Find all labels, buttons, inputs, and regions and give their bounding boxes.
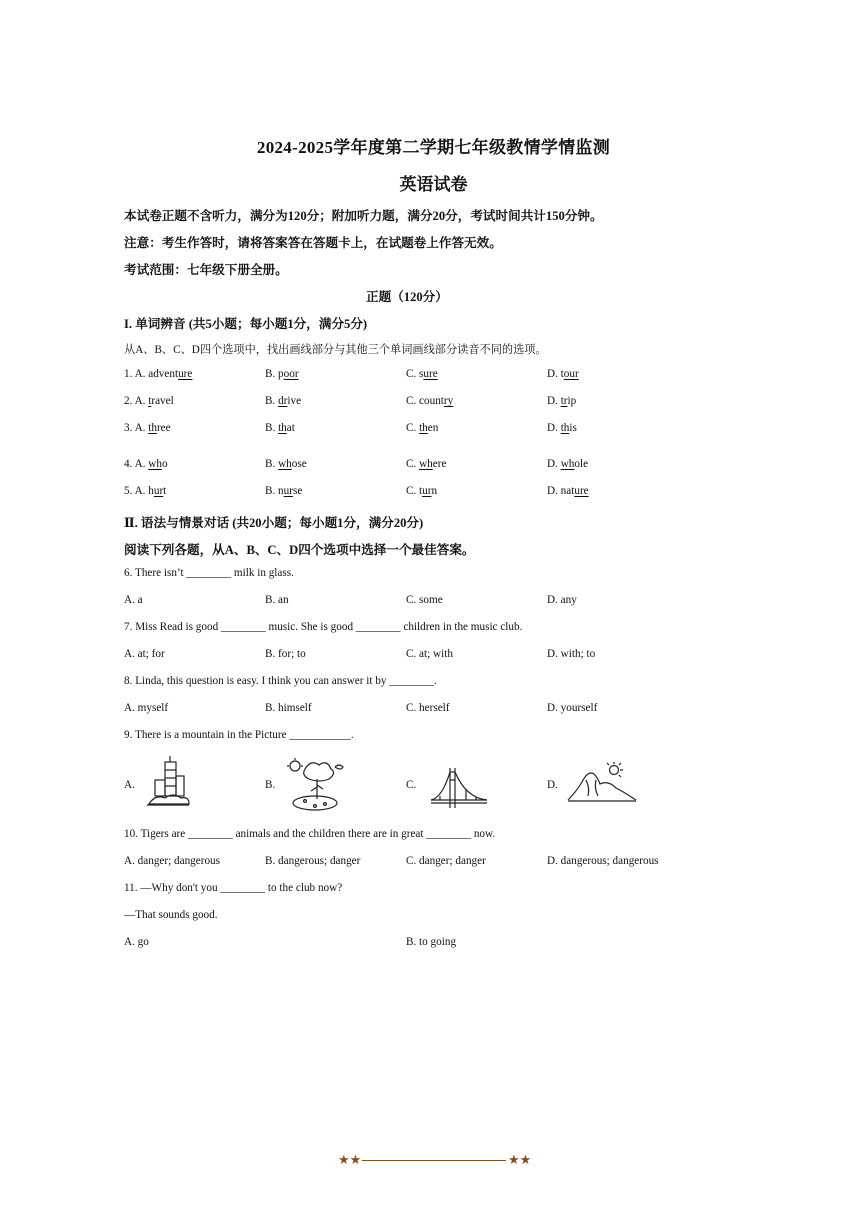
footer-left-stars: ★★ <box>338 1152 362 1167</box>
underlined-letters: tr <box>560 395 568 407</box>
option-text: 3. A. <box>124 422 149 434</box>
underlined-letters: ure <box>178 368 193 380</box>
option-b: B. <box>265 779 276 791</box>
option-text: 1. A. advent <box>124 368 179 380</box>
phonetics-option-b <box>265 485 302 497</box>
option-b: B. dangerous; danger <box>265 855 361 867</box>
underlined-letters: th <box>148 422 157 434</box>
phonetics-option-b <box>265 368 299 380</box>
phonetics-option-c <box>406 458 446 470</box>
option-text: at <box>286 422 295 434</box>
dialogue-reply: —That sounds good. <box>124 909 218 921</box>
option-text: B. <box>265 422 279 434</box>
option-d: D. dangerous; dangerous <box>547 855 659 867</box>
option-text: 5. A. h <box>124 485 154 497</box>
phonetics-option-a <box>124 395 174 407</box>
option-a: A. a <box>124 594 143 606</box>
question-stem: 8. Linda, this question is easy. I think you can answer it by ________. <box>124 675 437 687</box>
phonetics-option-d <box>547 485 589 497</box>
question-stem: 9. There is a mountain in the Picture ___________. <box>124 729 354 741</box>
underlined-letters: wh <box>560 458 575 470</box>
option-c: C. at; with <box>406 648 453 660</box>
phonetics-option-b <box>265 458 307 470</box>
section2-direction: 阅读下列各题，从A、B、C、D四个选项中选择一个最佳答案。 <box>124 543 475 557</box>
option-a: A. go <box>124 936 149 948</box>
option-b: B. an <box>265 594 289 606</box>
option-text: 4. A. <box>124 458 149 470</box>
section1-heading: I. 单词辨音 (共5小题；每小题1分，满分5分) <box>124 317 368 331</box>
phonetics-option-d <box>547 458 588 470</box>
option-text: C. s <box>406 368 424 380</box>
option-text: C. <box>406 458 420 470</box>
option-text: ravel <box>151 395 174 407</box>
instruction-scope: 考试范围：七年级下册全册。 <box>124 263 288 277</box>
phonetics-option-d <box>547 368 579 380</box>
phonetics-option-d <box>547 395 576 407</box>
mountain-picture <box>566 760 638 806</box>
option-text: o <box>161 458 168 470</box>
question-stem: 11. —Why don't you ________ to the club now? <box>124 882 343 894</box>
phonetics-option-a <box>124 422 171 434</box>
option-text: D. <box>547 395 561 407</box>
option-d: D. yourself <box>547 702 598 714</box>
phonetics-option-c <box>406 395 453 407</box>
option-text: 2. A. <box>124 395 149 407</box>
option-c: C. some <box>406 594 443 606</box>
option-d: D. any <box>547 594 577 606</box>
part-heading: 正题（120分） <box>366 290 448 304</box>
underlined-letters: wh <box>148 458 162 470</box>
option-text: C. count <box>406 395 444 407</box>
phonetics-option-c <box>406 422 438 434</box>
option-text: n <box>431 485 438 497</box>
underlined-letters: ur <box>283 485 293 497</box>
instruction-answer-sheet: 注意：考生作答时，请将答案答在答题卡上，在试题卷上作答无效。 <box>124 236 502 250</box>
option-c: C. <box>406 779 417 791</box>
option-text: ere <box>432 458 447 470</box>
underlined-letters: wh <box>419 458 433 470</box>
option-text: B. n <box>265 485 284 497</box>
underlined-letters: th <box>560 422 570 434</box>
underlined-letters: wh <box>278 458 292 470</box>
footer-divider <box>362 1160 506 1161</box>
phonetics-option-c <box>406 485 437 497</box>
bridge-picture <box>430 766 488 812</box>
option-text: D. <box>547 422 561 434</box>
exam-subtitle: 英语试卷 <box>399 175 468 194</box>
instruction-score: 本试卷正题不含听力，满分为120分；附加听力题，满分20分，考试时间共计150分钟。 <box>124 209 603 223</box>
option-text: en <box>427 422 439 434</box>
underlined-letters: dr <box>278 395 288 407</box>
option-text: D. nat <box>547 485 575 497</box>
section1-direction: 从A、B、C、D四个选项中，找出画线部分与其他三个单词画线部分读音不同的选项。 <box>124 344 547 356</box>
phonetics-option-a <box>124 485 166 497</box>
option-text: ip <box>567 395 577 407</box>
phonetics-option-a <box>124 368 192 380</box>
option-text: ree <box>156 422 171 434</box>
option-text: B. p <box>265 368 284 380</box>
tree-picture <box>285 757 345 813</box>
phonetics-option-a <box>124 458 168 470</box>
option-a: A. myself <box>124 702 169 714</box>
underlined-letters: our <box>563 368 579 380</box>
option-text: C. t <box>406 485 423 497</box>
footer-right-stars: ★★ <box>508 1152 532 1167</box>
underlined-letters: ur <box>422 485 432 497</box>
phonetics-option-b <box>265 395 301 407</box>
underlined-letters: th <box>278 422 287 434</box>
option-text: B. <box>265 395 279 407</box>
question-stem: 10. Tigers are ________ animals and the children there are in great ________ now. <box>124 828 496 840</box>
question-stem: 7. Miss Read is good ________ music. She is good ________ children in the music club. <box>124 621 523 633</box>
underlined-letters: ry <box>443 395 454 407</box>
phonetics-option-d <box>547 422 577 434</box>
underlined-letters: oor <box>283 368 299 380</box>
option-text: ive <box>287 395 302 407</box>
option-text: is <box>569 422 577 434</box>
option-a: A. at; for <box>124 648 165 660</box>
option-text: t <box>163 485 167 497</box>
option-text: C. <box>406 422 420 434</box>
option-text: se <box>292 485 303 497</box>
option-text: ose <box>291 458 307 470</box>
underlined-letters: ure <box>423 368 438 380</box>
option-text: D. <box>547 458 561 470</box>
city-building-picture <box>145 754 191 808</box>
option-c: C. danger; danger <box>406 855 486 867</box>
section2-heading: Ⅱ. 语法与情景对话 (共20小题；每小题1分，满分20分) <box>124 516 424 530</box>
option-text: D. t <box>547 368 564 380</box>
option-d: D. with; to <box>547 648 596 660</box>
option-a: A. danger; dangerous <box>124 855 220 867</box>
option-a: A. <box>124 779 135 791</box>
option-b: B. himself <box>265 702 312 714</box>
underlined-letters: ur <box>153 485 164 497</box>
phonetics-option-b <box>265 422 295 434</box>
exam-title: 2024-2025学年度第二学期七年级教情学情监测 <box>256 138 611 157</box>
option-b: B. to going <box>406 936 457 948</box>
option-d: D. <box>547 779 558 791</box>
phonetics-option-c <box>406 368 438 380</box>
option-b: B. for; to <box>265 648 306 660</box>
underlined-letters: t <box>148 395 152 407</box>
underlined-letters: th <box>419 422 428 434</box>
option-text: ole <box>574 458 589 470</box>
option-text: B. <box>265 458 279 470</box>
question-stem: 6. There isn’t ________ milk in glass. <box>124 567 294 579</box>
option-c: C. herself <box>406 702 450 714</box>
underlined-letters: ure <box>574 485 589 497</box>
